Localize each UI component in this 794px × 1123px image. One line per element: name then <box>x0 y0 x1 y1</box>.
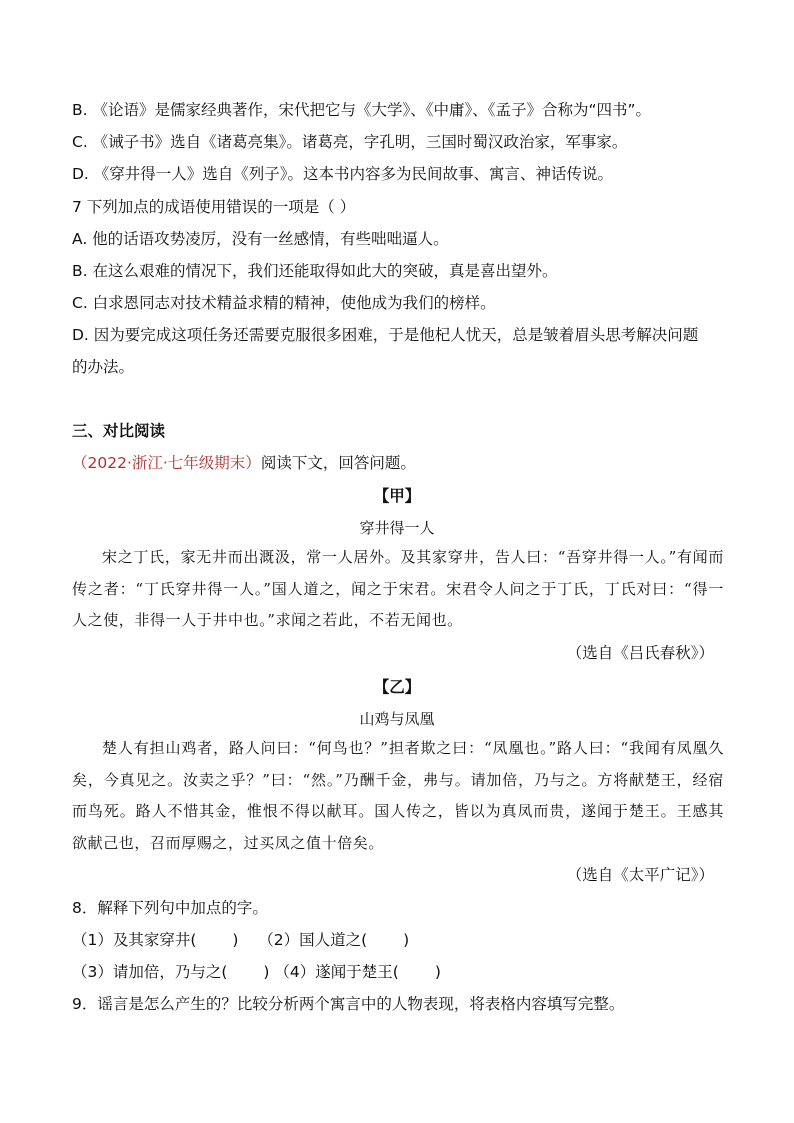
q8-row-1: （1）及其家穿井( ) （2）国人道之( ) <box>72 931 410 949</box>
section-source-line <box>72 452 732 474</box>
q8-item-4: （4）遂闻于楚王( <box>274 963 399 981</box>
q6-option-b: B. 《论语》是儒家经典著作，宋代把它与《大学》、《中庸》、《孟子》合称为“四书”。 <box>72 101 652 119</box>
q7-option-b: B. 在这么艰难的情况下，我们还能取得如此大的突破，真是喜出望外。 <box>72 262 558 280</box>
passage-yi-citation: （选自《太平广记》） <box>566 866 714 884</box>
q8-stem: 8．解释下列句中加点的字。 <box>72 899 268 917</box>
q8-item-2: （2）国人道之( <box>258 931 368 949</box>
source-tag: （2022·浙江·七年级期末） <box>72 454 261 472</box>
q8-row-2: （3）请加倍，乃与之( ) （4）遂闻于楚王( ) <box>72 963 441 981</box>
q7-option-a: A. 他的话语攻势凌厉，没有一丝感情，有些咄咄逼人。 <box>72 230 449 248</box>
q7-option-c: C. 白求恩同志对技术精益求精的精神，使他成为我们的榜样。 <box>72 294 496 312</box>
section-instruction: 阅读下文，回答问题。 <box>260 454 416 472</box>
passage-yi-title: 山鸡与凤凰 <box>359 710 435 728</box>
passage-jia-title: 穿井得一人 <box>359 519 435 537</box>
passage-jia-body: 宋之丁氏，家无井而出溉汲，常一人居外。及其家穿井，告人曰：“吾穿井得一人。”有闻而传之者：“丁氏穿井得一人。”国人道之，闻之于宋君。宋君令人问之于丁氏，丁氏对曰：“得一人之使，非得一人于井中也。”求闻之若此，不若无闻也。 <box>72 548 724 629</box>
q7-option-d-continued: 的办法。 <box>72 358 135 376</box>
passage-yi-body: 楚人有担山鸡者，路人问曰：“何鸟也？”担者欺之曰：“凤凰也。”路人曰：“我闻有凤凰久矣，今真见之。汝卖之乎？”曰：“然。”乃酬千金，弗与。请加倍，乃与之。方将献楚王，经宿而鸟死。路人不惜其金，惟恨不得以献耳。国人传之，皆以为真凤而贵，遂闻于楚王。王感其欲献己也，召而厚赐之，过买凤之值十倍矣。 <box>72 739 724 852</box>
passage-yi-marker: 【乙】 <box>373 678 421 696</box>
q9-stem: 9．谣言是怎么产生的？比较分析两个寓言中的人物表现，将表格内容填写完整。 <box>72 995 625 1013</box>
section-title: 三、对比阅读 <box>72 422 166 440</box>
q7-option-d: D. 因为要完成这项任务还需要克服很多困难，于是他杞人忧天，总是皱着眉头思考解决问题 <box>72 326 699 344</box>
q7-stem: 7 下列加点的成语使用错误的一项是（ ） <box>72 198 356 216</box>
q6-option-c: C. 《诫子书》选自《诸葛亮集》。诸葛亮，字孔明，三国时蜀汉政治家，军事家。 <box>72 133 628 151</box>
q8-item-3: （3）请加倍，乃与之( <box>72 963 228 981</box>
q6-option-d: D. 《穿井得一人》选自《列子》。这本书内容多为民间故事、寓言、神话传说。 <box>72 165 614 183</box>
q8-item-1: （1）及其家穿井( <box>72 931 197 949</box>
passage-jia-citation: （选自《吕氏春秋》） <box>566 644 714 662</box>
passage-jia-marker: 【甲】 <box>373 487 421 505</box>
